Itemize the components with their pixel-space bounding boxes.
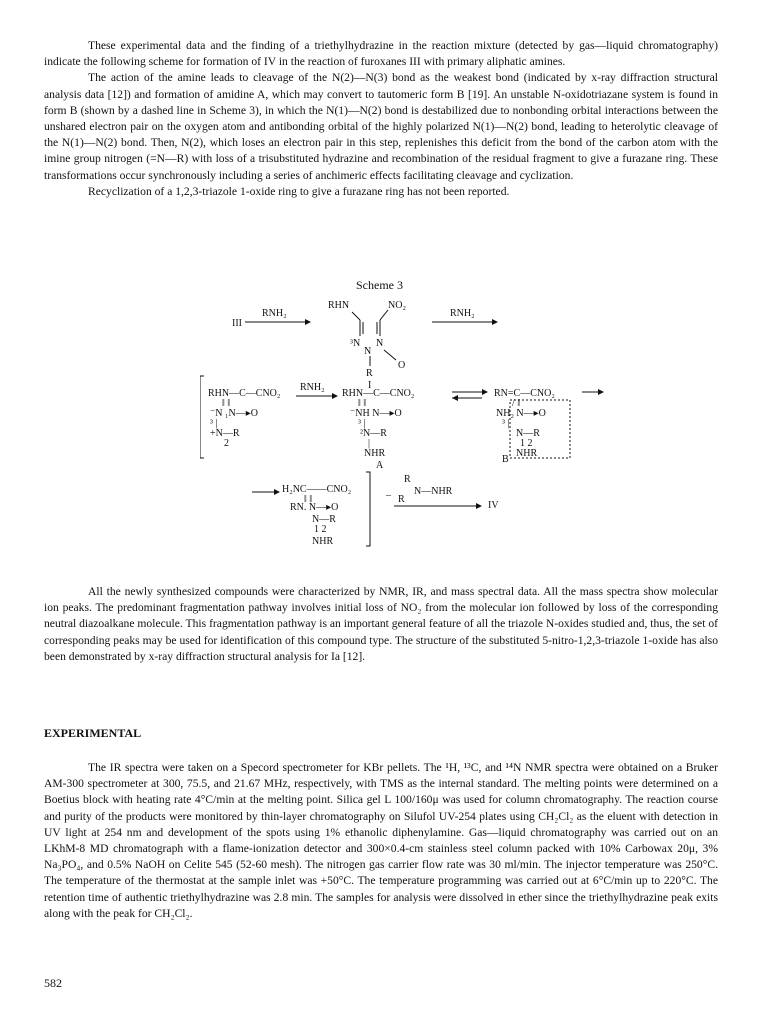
hydrazine-product: N—NHR (414, 486, 453, 497)
svg-text:NHR: NHR (364, 448, 386, 459)
svg-text:|: | (368, 438, 371, 449)
svg-text:⁻NH N—▸O: ⁻NH N—▸O (350, 408, 402, 419)
svg-text:³ |: ³ | (358, 418, 366, 429)
svg-text:⁻N ₁N—▸O: ⁻N ₁N—▸O (210, 408, 258, 419)
paragraph-4: All the newly synthesized compounds were characterized by NMR, IR, and mass spectral data. All the mass spectra show molecular ion peaks. The predominant fragmentation pathway involves initial loss of NO₂ from the molecular ion followed by loss of the corresponding neutral diazoalkane molecule. This fragmentation pathway is an important general feature of all the triazole N-oxides studied and, thus, the set of corresponding peaks may be used for identification of this compound type. The structure of the substituted 5-nitro-1,2,3-triazole 1-oxide has also been demonstrated by x-ray diffraction structural analysis for Ia [12]. (44, 585, 718, 663)
page-number: 582 (44, 976, 62, 990)
svg-text:NH₂ N—▸O: NH₂ N—▸O (496, 408, 546, 419)
svg-text:N—R: N—R (312, 514, 336, 525)
paragraph-1: These experimental data and the finding of a triethylhydrazine in the reaction mixture (detected by gas—liquid chromatography) indicate the following scheme for formation of IV in the reaction of furoxanes III with primary aliphatic amines. (44, 39, 718, 69)
svg-text:‖ ‖: ‖ ‖ (222, 398, 231, 409)
paragraph-3: Recyclization of a 1,2,3-triazole 1-oxide ring to give a furazane ring has not been reported. (88, 184, 510, 198)
svg-text:RNH₂: RNH₂ (300, 382, 325, 393)
svg-text:/ ‖: / ‖ (512, 398, 521, 409)
svg-text:–: – (386, 490, 391, 501)
label-I: I (368, 380, 372, 391)
amidine-A: RHN—C—CNO₂ (342, 388, 415, 399)
experimental-text (44, 760, 718, 922)
svg-text:²N—R: ²N—R (360, 428, 387, 439)
svg-text:1 2: 1 2 (314, 524, 327, 535)
intermediate-bottom: H₂NC——CNO₂ (282, 484, 352, 495)
svg-text:N—R: N—R (516, 428, 540, 439)
tautomer-B: RN=C—CNO₂ (494, 388, 555, 399)
ring-rhn: RHN (328, 300, 350, 311)
upper-text (44, 38, 718, 200)
svg-text:N: N (376, 338, 384, 349)
svg-text:‖ ‖: ‖ ‖ (358, 398, 367, 409)
section-heading: EXPERIMENTAL (44, 726, 142, 740)
svg-text:³N: ³N (350, 338, 361, 349)
label-B: B (502, 454, 509, 465)
svg-text:RN. N—▸O: RN. N—▸O (290, 502, 339, 513)
svg-text:³ |: ³ | (502, 418, 510, 429)
reagent-1: RNH₂ (262, 308, 287, 319)
ring-O: O (398, 360, 406, 371)
svg-text:R: R (404, 474, 411, 485)
ring-no2: NO₂ (388, 300, 406, 311)
paragraph-5: The IR spectra were taken on a Specord spectrometer for KBr pellets. The ¹H, ¹³C, and ¹⁴N NMR spectra were obtained on a Bruker AM-300 spectrometer at 300, 75.5, and 21.67 MHz, respectively, with TMS as the internal standard. The melting points were determined on a Boetius block with heating rate 4°C/min at the melting point. Silica gel L 100/160μ was used for column chromatography. The reaction course and purity of the products were monitored by thin-layer chromatography on Silufol UV-254 plates using CH₂Cl₂ as the eluent with detection in UV light at 254 nm and development of the spots using 1% ethanolic diphenylamine. Gas—liquid chromatography was carried out on an LKhM-8 MD chromatograph with a flame-ionization detector and 300×0.4-cm stainless steel column packed with 10% Carbowax 20μ, 3% Na₃PO₄, and 0.5% NaOH on Celite 545 (52-60 mesh). The nitrogen gas carrier flow rate was 30 ml/min. The injector temperature was 250°C. The temperature of the thermostat at the sample inlet was +50°C. The temperature programming was carried out at 6°C/min up to 220°C. The retention time of authentic triethylhydrazine was 2.8 min. The samples for analysis were dissolved in ether since the triethylhydrazine peak exits along with the peak for CH₂Cl₂. (44, 761, 718, 920)
svg-text:+N—R: +N—R (210, 428, 240, 439)
svg-text:N: N (364, 346, 372, 357)
svg-text:1 2: 1 2 (520, 438, 533, 449)
label-A: A (376, 460, 384, 471)
lower-text (44, 584, 718, 665)
svg-text:2: 2 (224, 438, 229, 449)
ring-R: R (366, 368, 373, 379)
svg-text:R: R (398, 494, 405, 505)
svg-text:RNH₂: RNH₂ (450, 308, 475, 319)
svg-text:³ |: ³ | (210, 418, 218, 429)
intermediate-left: RHN—C—CNO₂ (208, 388, 281, 399)
svg-text:NHR: NHR (312, 536, 334, 547)
svg-text:NHR: NHR (516, 448, 538, 459)
compound-III: III (232, 318, 242, 329)
svg-text:‖ ‖: ‖ ‖ (304, 494, 313, 505)
reaction-scheme (200, 296, 620, 556)
paragraph-2: The action of the amine leads to cleavage of the N(2)—N(3) bond as the weakest bond (indicated by x-ray diffraction structural analysis data [12]) and formation of amidine A, which may convert to tautomeric form B [19]. An unstable N-oxidotriazane system is found in form B (shown by a dashed line in Scheme 3), in which the N(1)—N(2) bond is destabilized due to nonbonding orbital interactions between the unshared electron pair on the oxygen atom and antibonding orbital of the highly polarized N(1)—N(2) bond, leading to heterolytic cleavage of the N(1)—N(2) bond. Then, N(2), which loses an electron pair in this step, replenishes this deficit from the bond of the carbon atom with the imine group nitrogen (=N—R) with loss of a trisubstituted hydrazine and recombination of the residual fragment to give a furazane ring. These transformations occur synchronously including a series of anchimeric effects facilitating cleavage and cyclization. (44, 71, 718, 182)
scheme-title: Scheme 3 (356, 278, 403, 292)
product-IV: IV (488, 500, 499, 511)
